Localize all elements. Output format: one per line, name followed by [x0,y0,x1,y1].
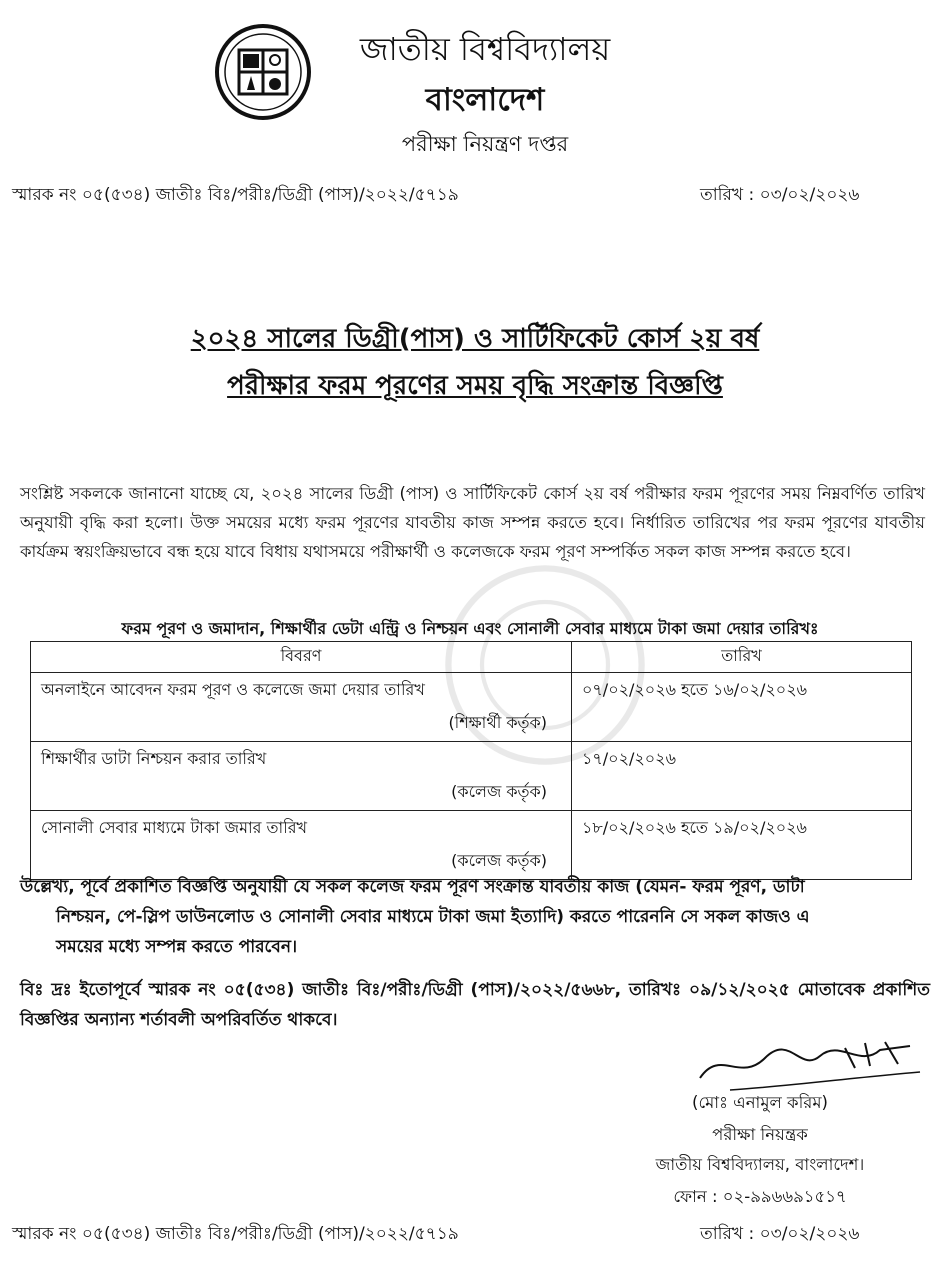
schedule-table [30,641,912,880]
memo-reference: স্মারক নং ০৫(৫৩৪) জাতীঃ বিঃ/পরীঃ/ডিগ্রী (পাস)/২০২২/৫৭১৯ [12,185,459,205]
signatory-organization: জাতীয় বিশ্ববিদ্যালয়, বাংলাদেশ। [655,1155,865,1174]
notice-title-line1: ২০২৪ সালের ডিগ্রী(পাস) ও সার্টিফিকেট কোর্স ২য় বর্ষ [190,324,760,354]
row-responsible: (কলেজ কর্তৃক) [451,782,547,801]
row-responsible: (কলেজ কর্তৃক) [451,851,547,870]
table-row [31,811,912,880]
footer-memo-date: তারিখ : ০৩/০২/২০২৬ [700,1224,860,1244]
row-description [31,811,572,880]
table-header-row [31,642,912,673]
schedule-table-title: ফরম পূরণ ও জমাদান, শিক্ষার্থীর ডেটা এন্ট্রি ও নিশ্চয়ন এবং সোনালী সেবার মাধ্যমে টাকা জমা দেয়ার তারিখঃ [121,619,819,638]
table-row [31,742,912,811]
footnote: বিঃ দ্রঃ ইতোপূর্বে স্মারক নং ০৫(৫৩৪) জাতীঃ বিঃ/পরীঃ/ডিগ্রী (পাস)/২০২২/৫৬৬৮, তারিখঃ ০৯/১২/২০২৫ মোতাবেক প্রকাশিত বিজ্ঞপ্তির অন্যান্য শর্তাবলী অপরিবর্তিত থাকবে। [20,980,930,1030]
notice-body: সংশ্লিষ্ট সকলকে জানানো যাচ্ছে যে, ২০২৪ সালের ডিগ্রী (পাস) ও সার্টিফিকেট কোর্স ২য় বর্ষ পরীক্ষার ফরম পূরণের সময় নিম্নবর্ণিত তারিখ অনুযায়ী বৃদ্ধি করা হলো। উক্ত সময়ের মধ্যে ফরম পূরণের যাবতীয় কাজ সম্পন্ন করতে হবে। নির্ধারিত তারিখের পর ফরম পূরণের যাবতীয় কার্যক্রম স্বয়ংক্রিয়ভাবে বন্ধ হয়ে যাবে বিধায় যথাসময়ে পরীক্ষার্থী ও কলেজকে ফরম পূরণ সম্পর্কিত সকল কাজ সম্পন্ন করতে হবে। [20,484,925,561]
column-header-description: বিবরণ [31,642,572,673]
note-paragraph [20,872,930,962]
signatory-phone: ফোন : ০২-৯৯৬৬৯১৫১৭ [673,1187,847,1206]
row-responsible: (শিক্ষার্থী কর্তৃক) [448,713,547,732]
note-line1: উল্লেখ্য, পূর্বে প্রকাশিত বিজ্ঞপ্তি অনুযায়ী যে সকল কলেজ ফরম পূরণ সংক্রান্ত যাবতীয় কাজ (যেমন- ফরম পূরণ, ডাটা [20,877,805,897]
row-description [31,742,572,811]
note-line2: নিশ্চয়ন, পে-স্লিপ ডাউনলোড ও সোনালী সেবার মাধ্যমে টাকা জমা ইত্যাদি) করতে পারেননি সে সকল কাজও এ [56,907,810,927]
signatory-designation: পরীক্ষা নিয়ন্ত্রক [712,1125,808,1144]
footer-memo-reference: স্মারক নং ০৫(৫৩৪) জাতীঃ বিঃ/পরীঃ/ডিগ্রী (পাস)/২০২২/৫৭১৯ [12,1224,459,1244]
office-name: পরীক্ষা নিয়ন্ত্রণ দপ্তর [401,132,569,156]
row-date: ১৮/০২/২০২৬ হতে ১৯/০২/২০২৬ [572,811,912,880]
memo-date: তারিখ : ০৩/০২/২০২৬ [700,185,860,205]
row-description-text: অনলাইনে আবেদন ফরম পূরণ ও কলেজে জমা দেয়ার তারিখ [41,680,425,699]
row-date: ০৭/০২/২০২৬ হতে ১৬/০২/২০২৬ [572,673,912,742]
row-description-text: সোনালী সেবার মাধ্যমে টাকা জমার তারিখ [41,818,308,837]
university-seal-icon [213,22,313,122]
country-name: বাংলাদেশ [425,82,545,118]
table-row [31,673,912,742]
university-name: জাতীয় বিশ্ববিদ্যালয় [359,30,611,68]
row-description-text: শিক্ষার্থীর ডাটা নিশ্চয়ন করার তারিখ [41,749,267,768]
column-header-date: তারিখ [572,642,912,673]
signatory-name: (মোঃ এনামুল করিম) [692,1093,828,1112]
row-description [31,673,572,742]
note-line3: সময়ের মধ্যে সম্পন্ন করতে পারবেন। [56,937,298,957]
notice-title-line2: পরীক্ষার ফরম পূরণের সময় বৃদ্ধি সংক্রান্ত বিজ্ঞপ্তি [227,371,723,401]
signature-scribble-icon [670,1028,930,1098]
row-date: ১৭/০২/২০২৬ [572,742,912,811]
